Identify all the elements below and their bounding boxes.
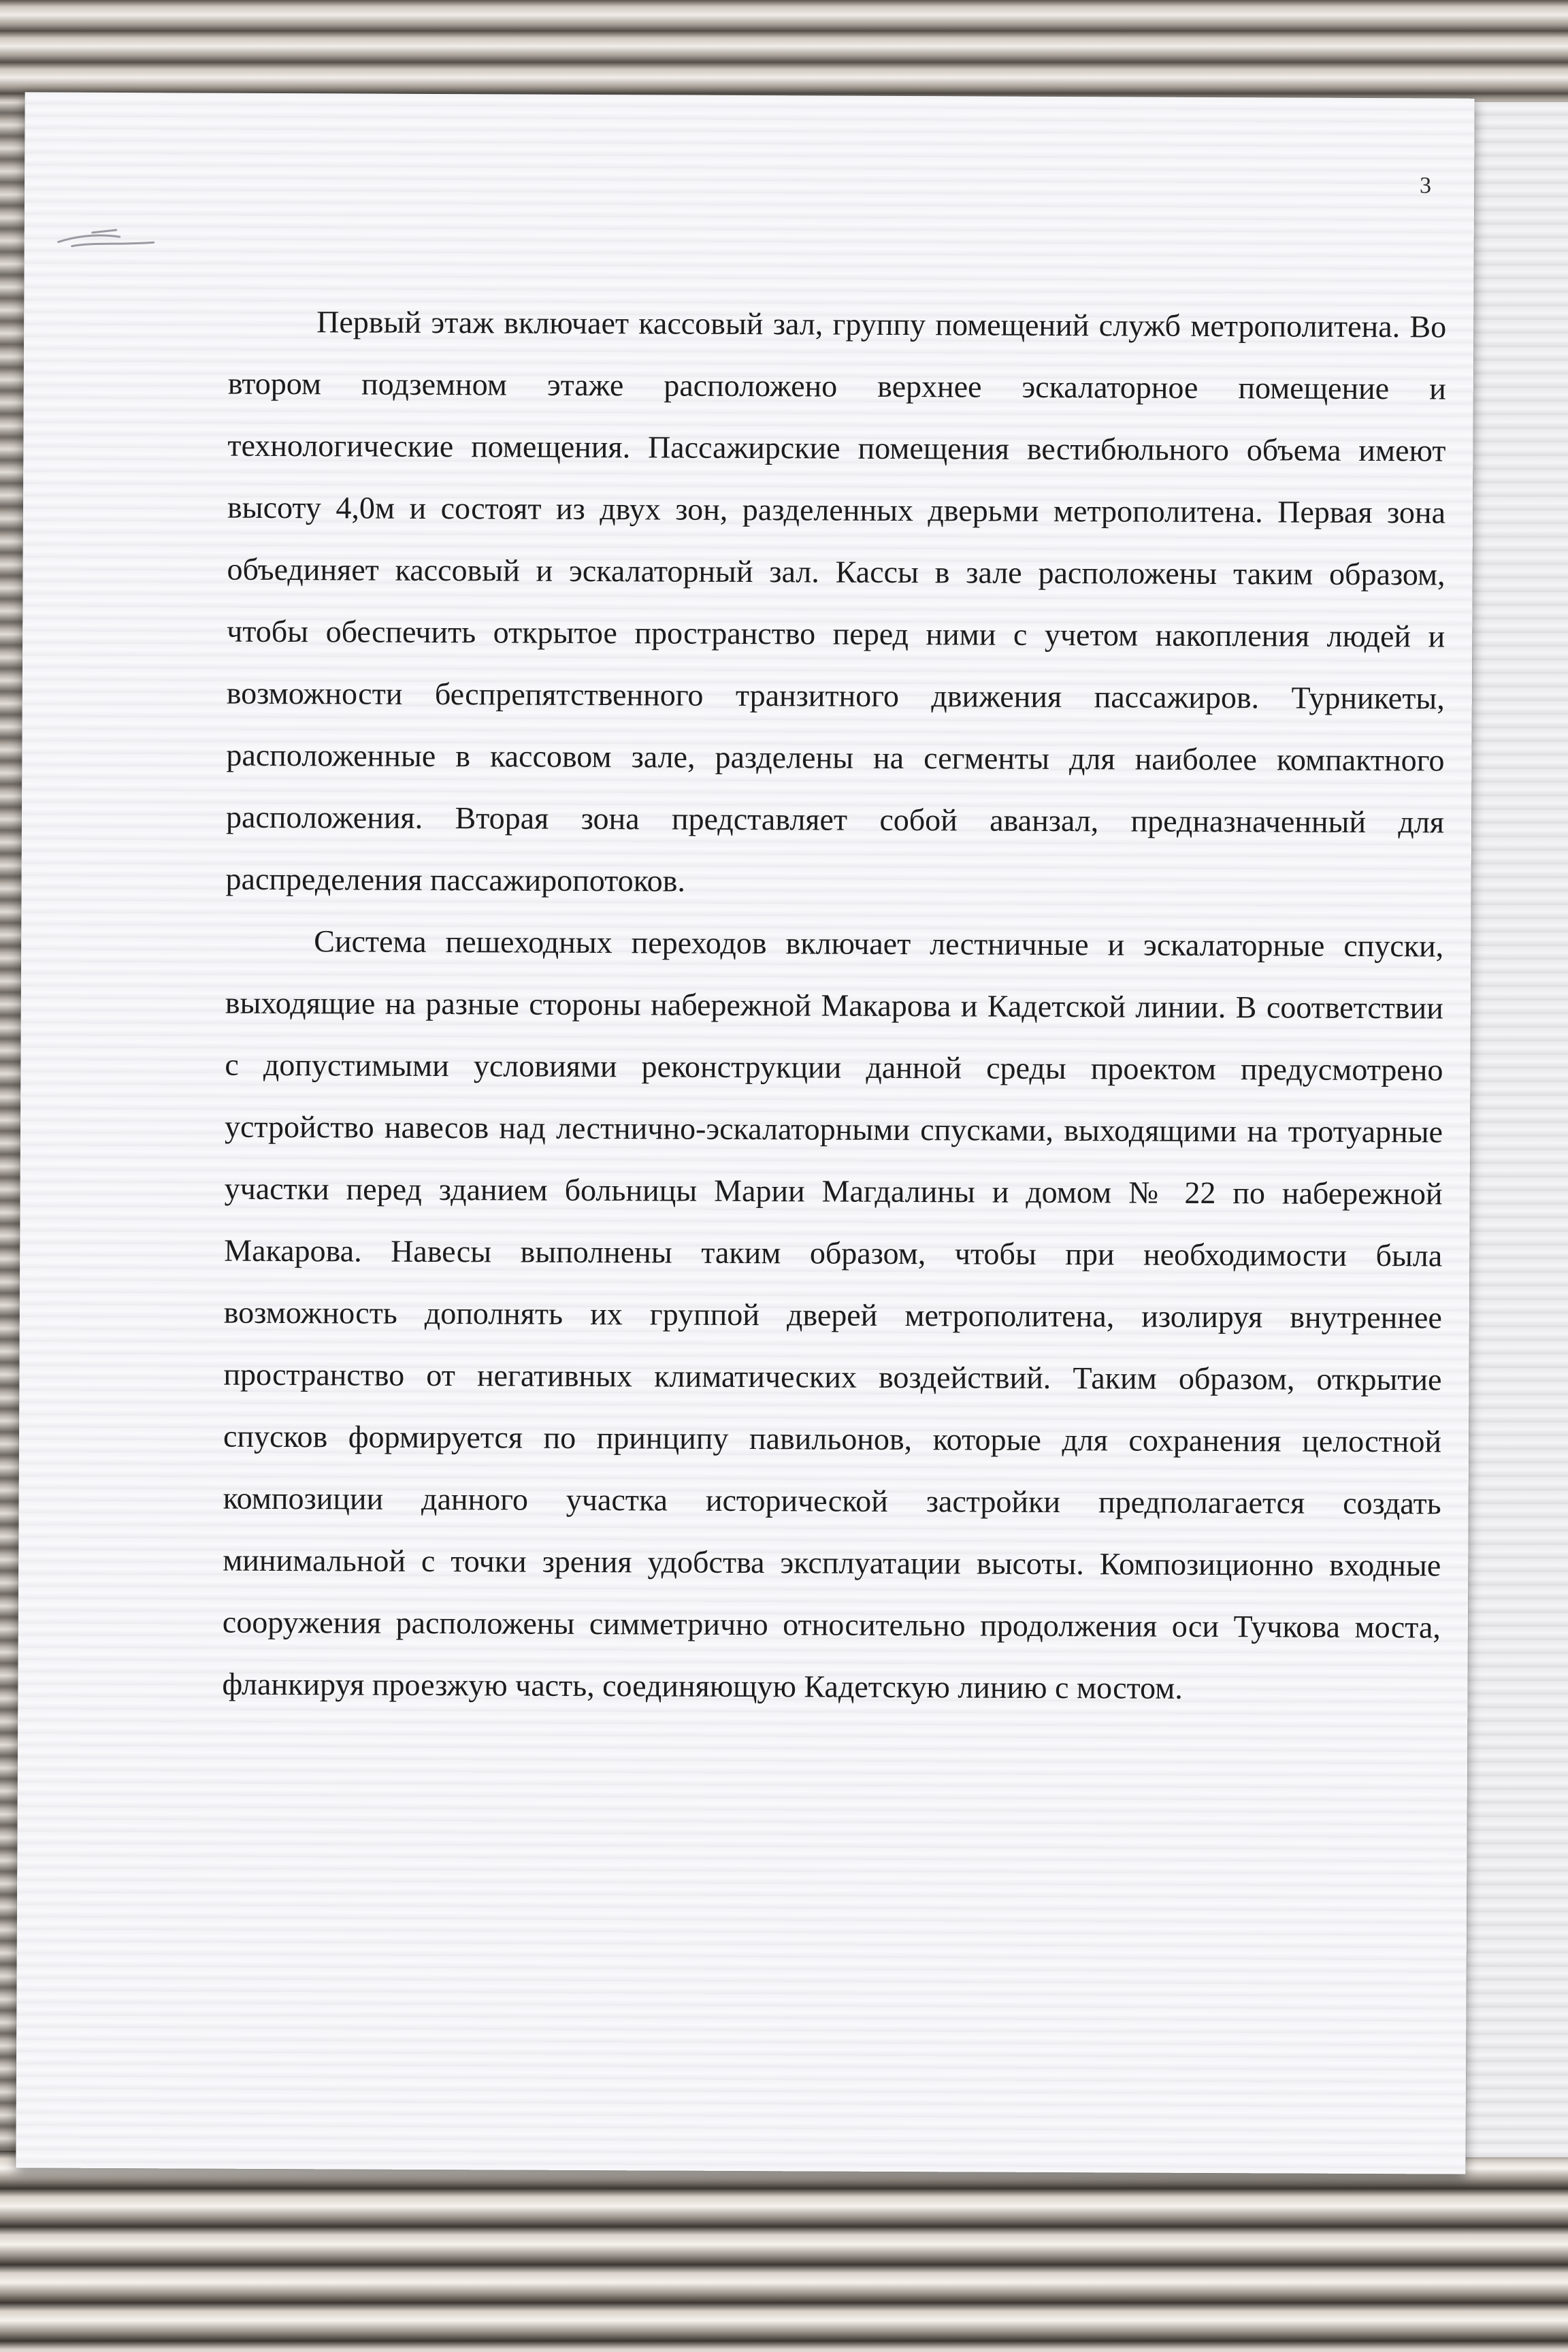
adjacent-sheet	[1463, 102, 1568, 2157]
pen-scribble-mark	[52, 222, 167, 263]
document-page	[16, 92, 1474, 2174]
paragraph-1: Первый этаж включает кассовый зал, группу помещений служб метрополитена. Во втором подземном этаже расположено верхнее эскалаторное помещение и технологические помещения. Пассажирские помещения вестибюльного объема имеют высоту 4,0м и состоят из двух зон, разделенных дверьми метрополитена. Первая зона объединяет кассовый и эскалаторный зал. Кассы в зале расположены таким образом, чтобы обеспечить открытое пространство перед ними с учетом накопления людей и возможности беспрепятственного транзитного движения пассажиров. Турникеты, расположенные в кассовом зале, разделены на сегменты для наиболее компактного расположения. Вторая зона представляет собой аванзал, предназначенный для распределения пассажиропотоков.	[225, 304, 1447, 898]
body-text	[222, 291, 1446, 1720]
board-frame-top	[0, 0, 1568, 102]
page-number: 3	[1420, 173, 1432, 199]
paragraph-2: Система пешеходных переходов включает лестничные и эскалаторные спуски, выходящие на разные стороны набережной Макарова и Кадетской линии. В соответствии с допустимыми условиями реконструкции данной среды проектом предусмотрено устройство навесов над лестнично-эскалаторными спусками, выходящими на тротуарные участки перед зданием больницы Марии Магдалины и домом № 22 по набережной Макарова. Навесы выполнены таким образом, чтобы при необходимости была возможность дополнять их группой дверей метрополитена, изолируя внутреннее пространство от негативных климатических воздействий. Таким образом, открытие спусков формируется по принципу павильонов, которые для сохранения целостной композиции данного участка исторической застройки предполагается создать минимальной с точки зрения удобства эксплуатации высоты. Композиционно входные сооружения расположены симметрично относительно продолжения оси Тучкова моста, фланкируя проезжую часть, соединяющую Кадетскую линию с мостом.	[222, 924, 1444, 1705]
board-frame-bottom	[0, 2151, 1568, 2352]
